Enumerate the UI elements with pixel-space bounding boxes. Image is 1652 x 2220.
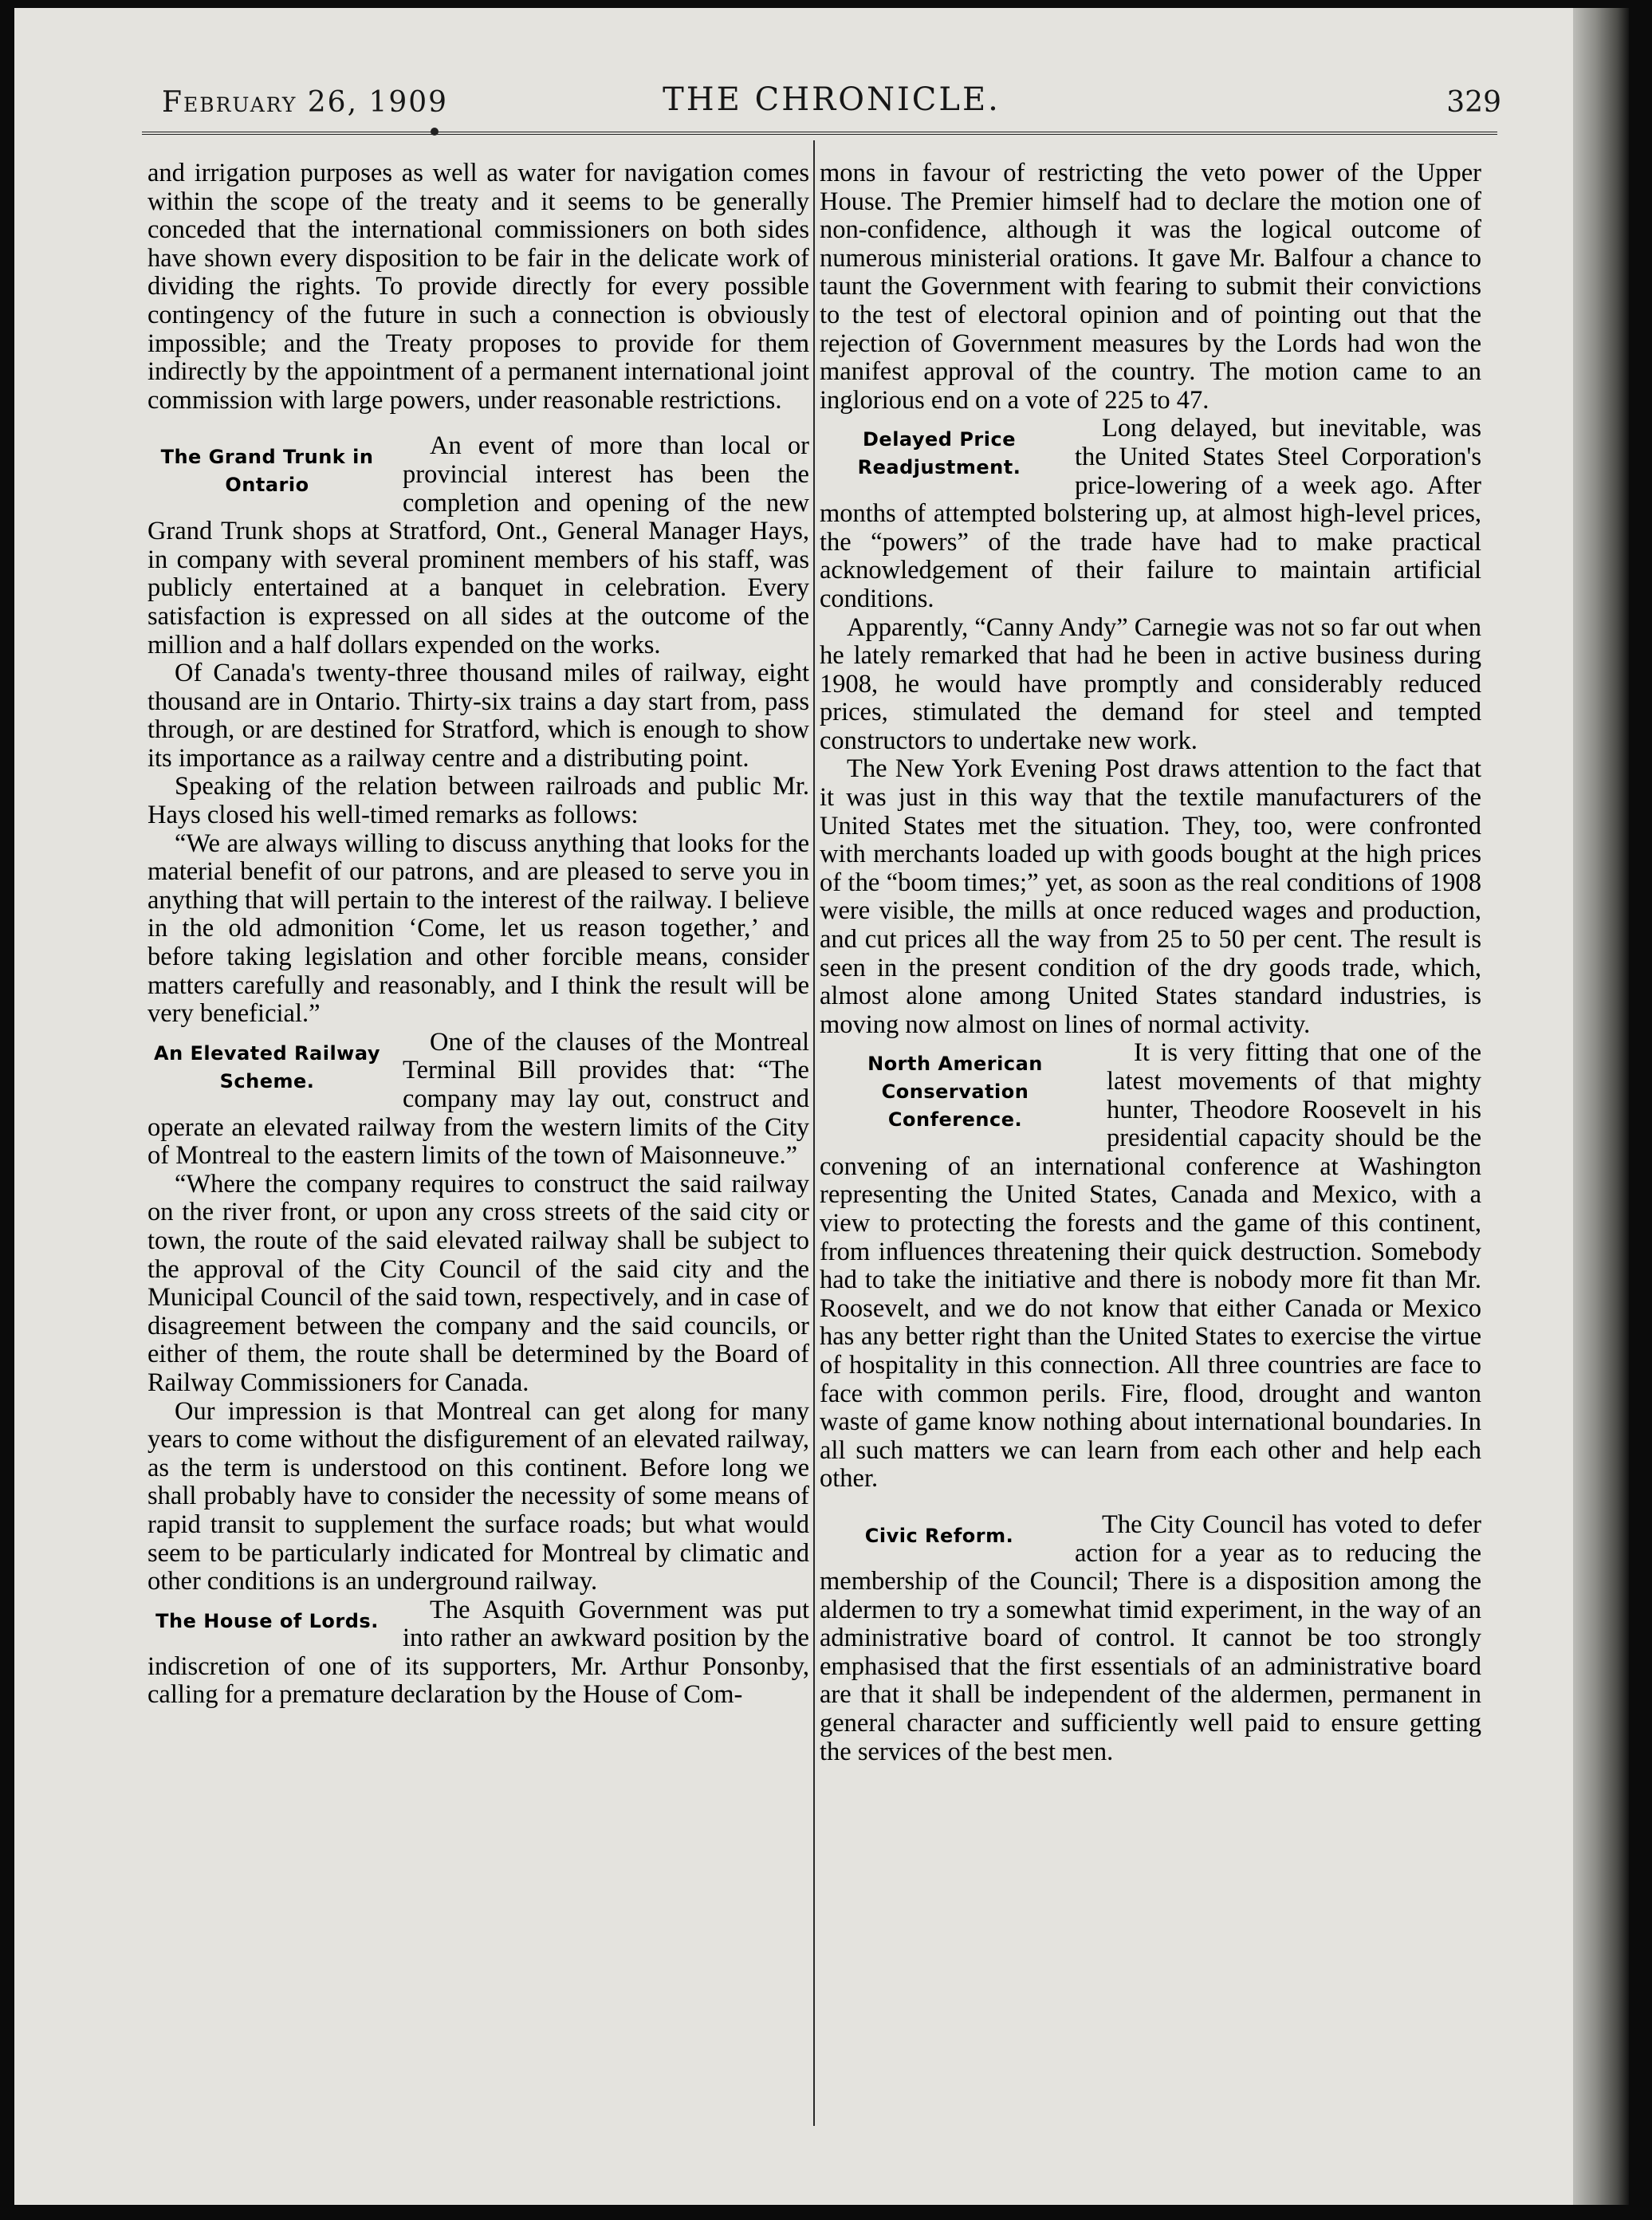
section-heading-civic-reform: Civic Reform. (864, 1524, 1014, 1547)
article-paragraph: Apparently, “Canny Andy” Carnegie was not so far out when he lately remarked that had he been in active business during 1908, he would have promptly and considerably reduced prices, stimulated the demand for steel and tempted constructors to undertake new work. (820, 612, 1481, 755)
left-column (148, 159, 809, 2129)
lords-continued-paragraph: mons in favour of restricting the veto power of the Upper House. The Premier himself had to declare the motion one of non-confidence, although it was the logical outcome of numerous ministerial orations. It gave Mr. Balfour a chance to taunt the Government with fearing to submit their convictions to the test of electoral opinion and of pointing out that the rejection of Government measures by the Lords had won the manifest approval of the country. The motion came to an inglorious end on a vote of 225 to 47. (820, 159, 1481, 415)
section-heading-house-of-lords: The House of Lords. (155, 1609, 379, 1632)
article-paragraph: The New York Evening Post draws attention to the fact that it was just in this way that the textile manufacturers of the United States met the situation. They, too, were confronted with merchants loaded up with goods bought at the high prices of the “boom times;” yet, as soon as the real conditions of 1908 were visible, the mills at once reduced wages and production, and cut prices all the way from 25 to 50 per cent. The result is seen in the present condition of the dry goods trade, which, almost alone among United States standard industries, is moving now almost on lines of normal activity. (820, 754, 1481, 1039)
page-number: 329 (1446, 86, 1501, 119)
article-paragraph: “Where the company requires to construct the said railway on the river front, or upon any cross streets of the said city or town, the route of the said elevated railway shall be subject to the approval of the City Council of the said city and the Municipal Council of the said town, respectively, and in case of disagreement between the company and the said councils, or either of them, the route shall be determined by the Board of Railway Commissioners for Canada. (148, 1169, 809, 1397)
article-paragraph: The Asquith Government was put into rather an awkward position by the indiscretion of one of its supporters, Mr. Arthur Ponsonby, calling for a premature declaration by the House of Com- (148, 1595, 809, 1710)
article-paragraph: Our impression is that Montreal can get along for many years to come without the disfigurement of an elevated railway, as the term is understood on this continent. Before long we shall probably have to consider the necessity of some means of rapid transit to supplement the surface roads; but what would seem to be particularly indicated for Montreal by climatic and other conditions is an underground railway. (148, 1396, 809, 1596)
page-edge-shadow (1573, 8, 1629, 2205)
article-paragraph: The City Council has voted to defer action for a year as to reducing the membership of the Council; There is a disposition among the aldermen to try a somewhat timid experiment, in the way of an administrative board of control. It cannot be too strongly emphasised that the first essentials of an administrative board are that it shall be independent of the aldermen, permanent in general character and sufficiently well paid to ensure getting the services of the best men. (820, 1510, 1481, 1766)
right-column (820, 159, 1481, 2129)
issue-date: February 26, 1909 (162, 86, 449, 119)
article-paragraph: One of the clauses of the Montreal Terminal Bill provides that: “The company may lay out, construct and operate an elevated railway from the western limits of the City of Montreal to the eastern limits of the town of Maisonneuve.” (148, 1027, 809, 1171)
article-paragraph: Of Canada's twenty-three thousand miles of railway, eight thousand are in Ontario. Thirty-six trains a day start from, pass through, or are destined for Stratford, which is enough to show its importance as a railway centre and a distributing point. (148, 659, 809, 773)
article-paragraph: “We are always willing to discuss anything that looks for the material benefit of our patrons, and are pleased to serve you in anything that will pertain to the interest of the railway. I believe in the old admonition ‘Come, let us reason together,’ and before taking legislation and other forcible means, consider matters carefully and reasonably, and I think the result will be very beneficial.” (148, 829, 809, 1029)
rule-ornament (431, 128, 439, 136)
treaty-paragraph: and irrigation purposes as well as water for navigation comes within the scope of the treaty and it seems to be generally conceded that the international commissioners on both sides have shown every disposition to be fair in the delicate work of dividing the rights. To provide directly for every possible contingency of the future in such a connection is obviously impossible; and the Treaty proposes to provide for them indirectly by the appointment of a permanent international joint commission with large powers, under reasonable restrictions. (148, 159, 809, 415)
column-divider (813, 140, 815, 2126)
article-paragraph: Long delayed, but inevitable, was the United States Steel Corporation's price-lowering of a week ago. After months of attempted bolstering up, at almost high-level prices, the “powers” of the trade have had to make practical acknowledgement of their failure to maintain artificial conditions. (820, 414, 1481, 613)
publication-title: THE CHRONICLE. (663, 81, 1001, 118)
article-paragraph: An event of more than local or provincial interest has been the completion and opening of the new Grand Trunk shops at Stratford, Ont., General Manager Hays, in company with several prominent members of his staff, was publicly entertained at a banquet in celebration. Every satisfaction is expressed on all sides at the outcome of the million and a half dollars expended on the works. (148, 431, 809, 659)
article-paragraph: It is very fitting that one of the latest movements of that mighty hunter, Theodore Roosevelt in his presidential capacity should be the convening of an international conference at Washington representing the United States, Canada and Mexico, with a view to protecting the forests and the game of this continent, from influences threatening their quick destruction. Somebody had to take the initiative and there is nobody more fit than Mr. Roosevelt, and we do not know that either Canada or Mexico has any better right than the United States to exercise the virtue of hospitality in this connection. All three countries are face to face with common perils. Fire, flood, drought and wanton waste of game know nothing about international boundaries. In all such matters we can learn from each other and help each other. (820, 1038, 1481, 1494)
section-heading-grand-trunk: The Grand Trunk in Ontario (160, 446, 374, 497)
page-header (146, 78, 1517, 126)
section-heading-elevated-railway: An Elevated Railway Scheme. (154, 1041, 380, 1092)
section-heading-conservation: North American Conservation Conference. (867, 1053, 1043, 1132)
article-paragraph: Speaking of the relation between railroads and public Mr. Hays closed his well-timed remarks as follows: (148, 772, 809, 830)
section-heading-delayed-price: Delayed Price Readjustment. (857, 428, 1021, 479)
header-rule (142, 132, 1497, 135)
